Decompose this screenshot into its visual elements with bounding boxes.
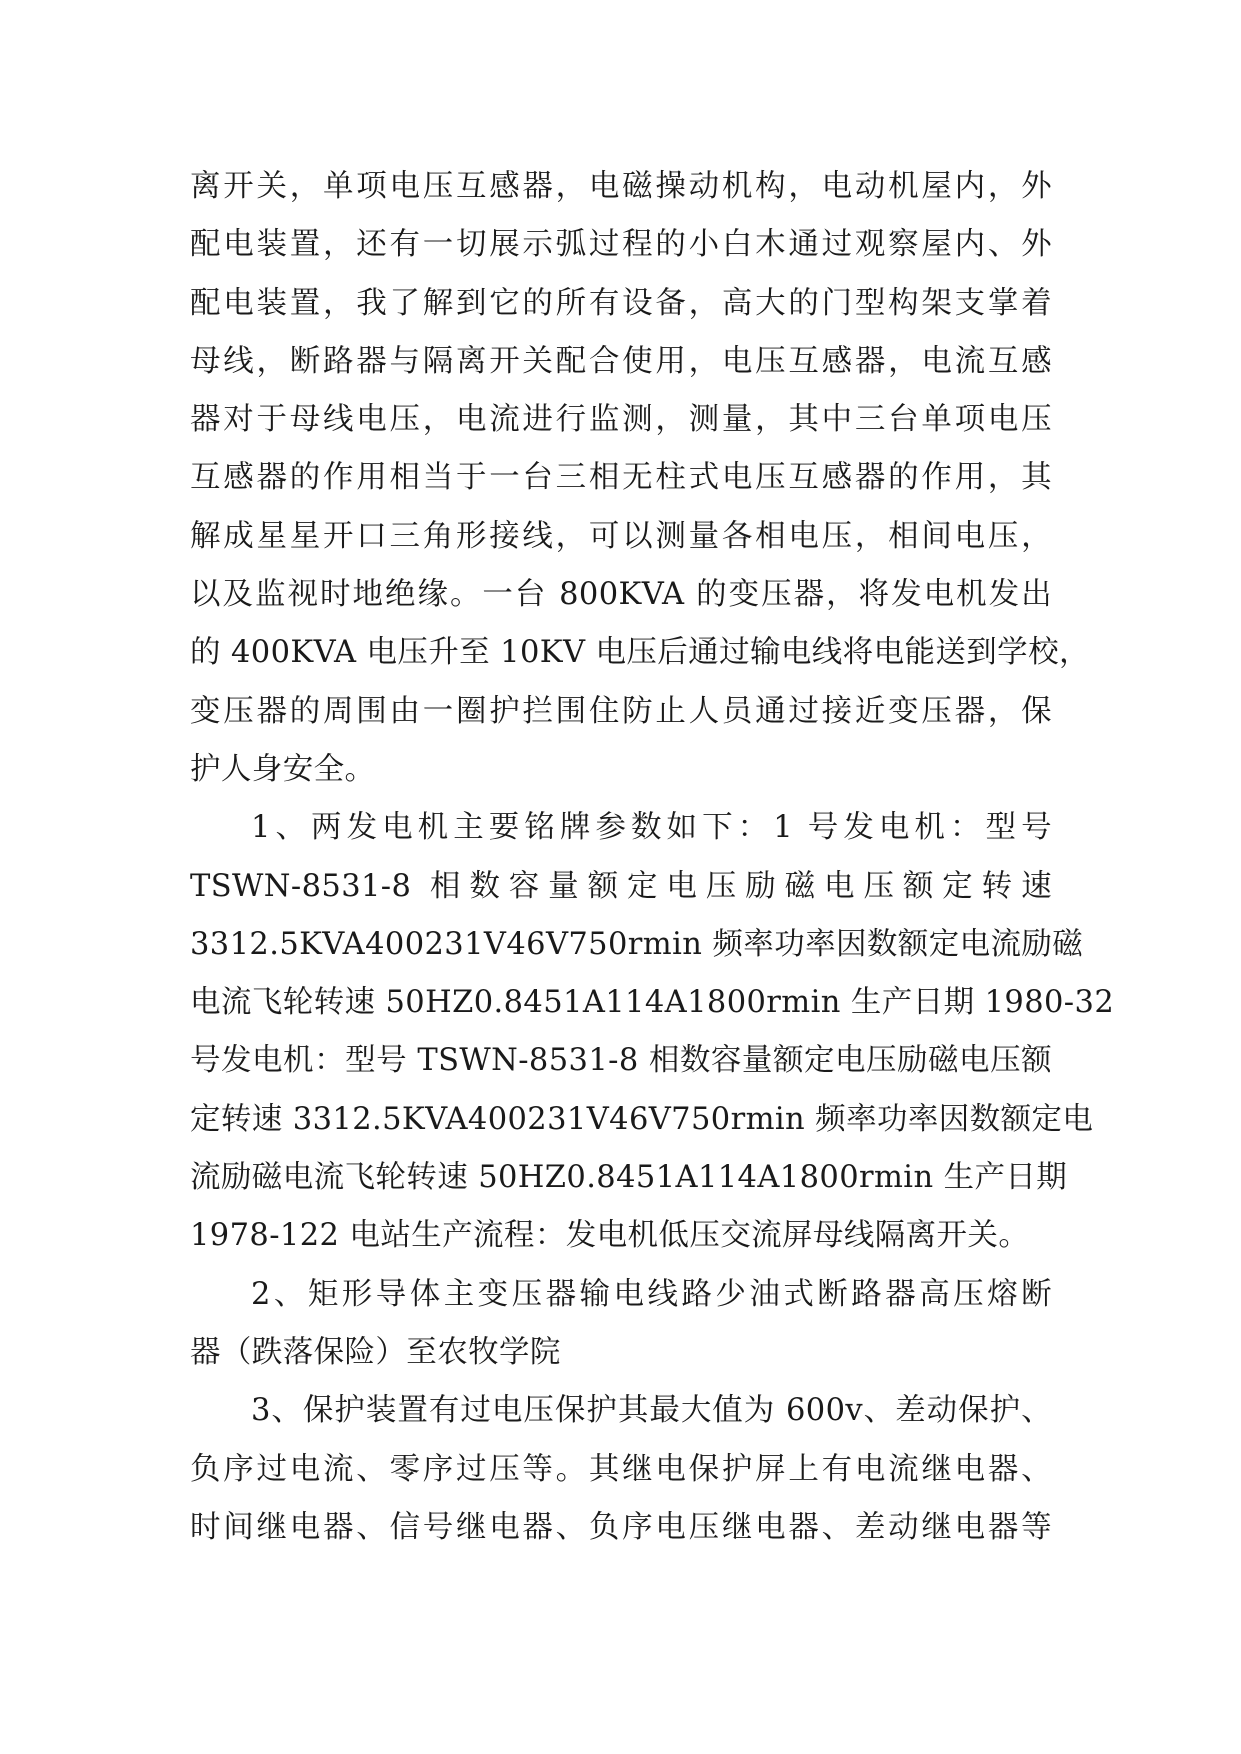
text-line: 电流飞轮转速 50HZ0.8451A114A1800rmin 生产日期 1980-32 [190, 985, 1115, 1021]
text-line: 流励磁电流飞轮转速 50HZ0.8451A114A1800rmin 生产日期 [190, 1160, 1068, 1196]
text-line: 负序过电流、零序过压等。其继电保护屏上有电流继电器、 [190, 1451, 1052, 1487]
paragraph-2 [190, 799, 1115, 1265]
text-line: 1978-122 电站生产流程：发电机低压交流屏母线隔离开关。 [190, 1218, 1030, 1254]
text-line: 护人身安全。 [190, 751, 376, 787]
text-line: 互感器的作用相当于一台三相无柱式电压互感器的作用，其 [190, 460, 1052, 496]
text-line: 器（跌落保险）至农牧学院 [190, 1334, 561, 1370]
text-line: 3、保护装置有过电压保护其最大值为 600v、差动保护、 [251, 1393, 1052, 1429]
text-line: 解成星星开口三角形接线，可以测量各相电压，相间电压， [190, 518, 1052, 554]
text-line: 配电装置，还有一切展示弧过程的小白木通过观察屋内、外 [190, 227, 1052, 263]
text-line: 器对于母线电压，电流进行监测，测量，其中三台单项电压 [190, 402, 1052, 438]
paragraph-4 [190, 1382, 1052, 1557]
paragraph-1 [190, 158, 1090, 799]
text-line: 3312.5KVA400231V46V750rmin 频率功率因数额定电流励磁 [190, 926, 1084, 962]
text-line: 以及监视时地绝缘。一台 800KVA 的变压器，将发电机发出 [190, 577, 1052, 613]
text-line: 配电装置，我了解到它的所有设备，高大的门型构架支掌着 [190, 285, 1052, 321]
text-line: 的 400KVA 电压升至 10KV 电压后通过输电线将电能送到学校， [190, 635, 1090, 671]
text-line: TSWN-8531-8 相数容量额定电压励磁电压额定转速 [190, 868, 1052, 904]
text-line: 2、矩形导体主变压器输电线路少油式断路器高压熔断 [251, 1276, 1052, 1312]
text-line: 变压器的周围由一圈护拦围住防止人员通过接近变压器，保 [190, 693, 1052, 729]
text-line: 母线，断路器与隔离开关配合使用，电压互感器，电流互感 [190, 343, 1052, 379]
text-line: 离开关，单项电压互感器，电磁操动机构，电动机屋内，外 [190, 169, 1052, 204]
text-line: 1、两发电机主要铭牌参数如下：1 号发电机：型号 [251, 810, 1052, 846]
text-line: 时间继电器、信号继电器、负序电压继电器、差动继电器等 [190, 1509, 1052, 1545]
paragraph-3 [190, 1266, 1052, 1383]
document-body [190, 158, 1115, 1557]
text-line: 号发电机：型号 TSWN-8531-8 相数容量额定电压励磁电压额 [190, 1043, 1052, 1079]
text-line: 定转速 3312.5KVA400231V46V750rmin 频率功率因数额定电 [190, 1101, 1094, 1137]
